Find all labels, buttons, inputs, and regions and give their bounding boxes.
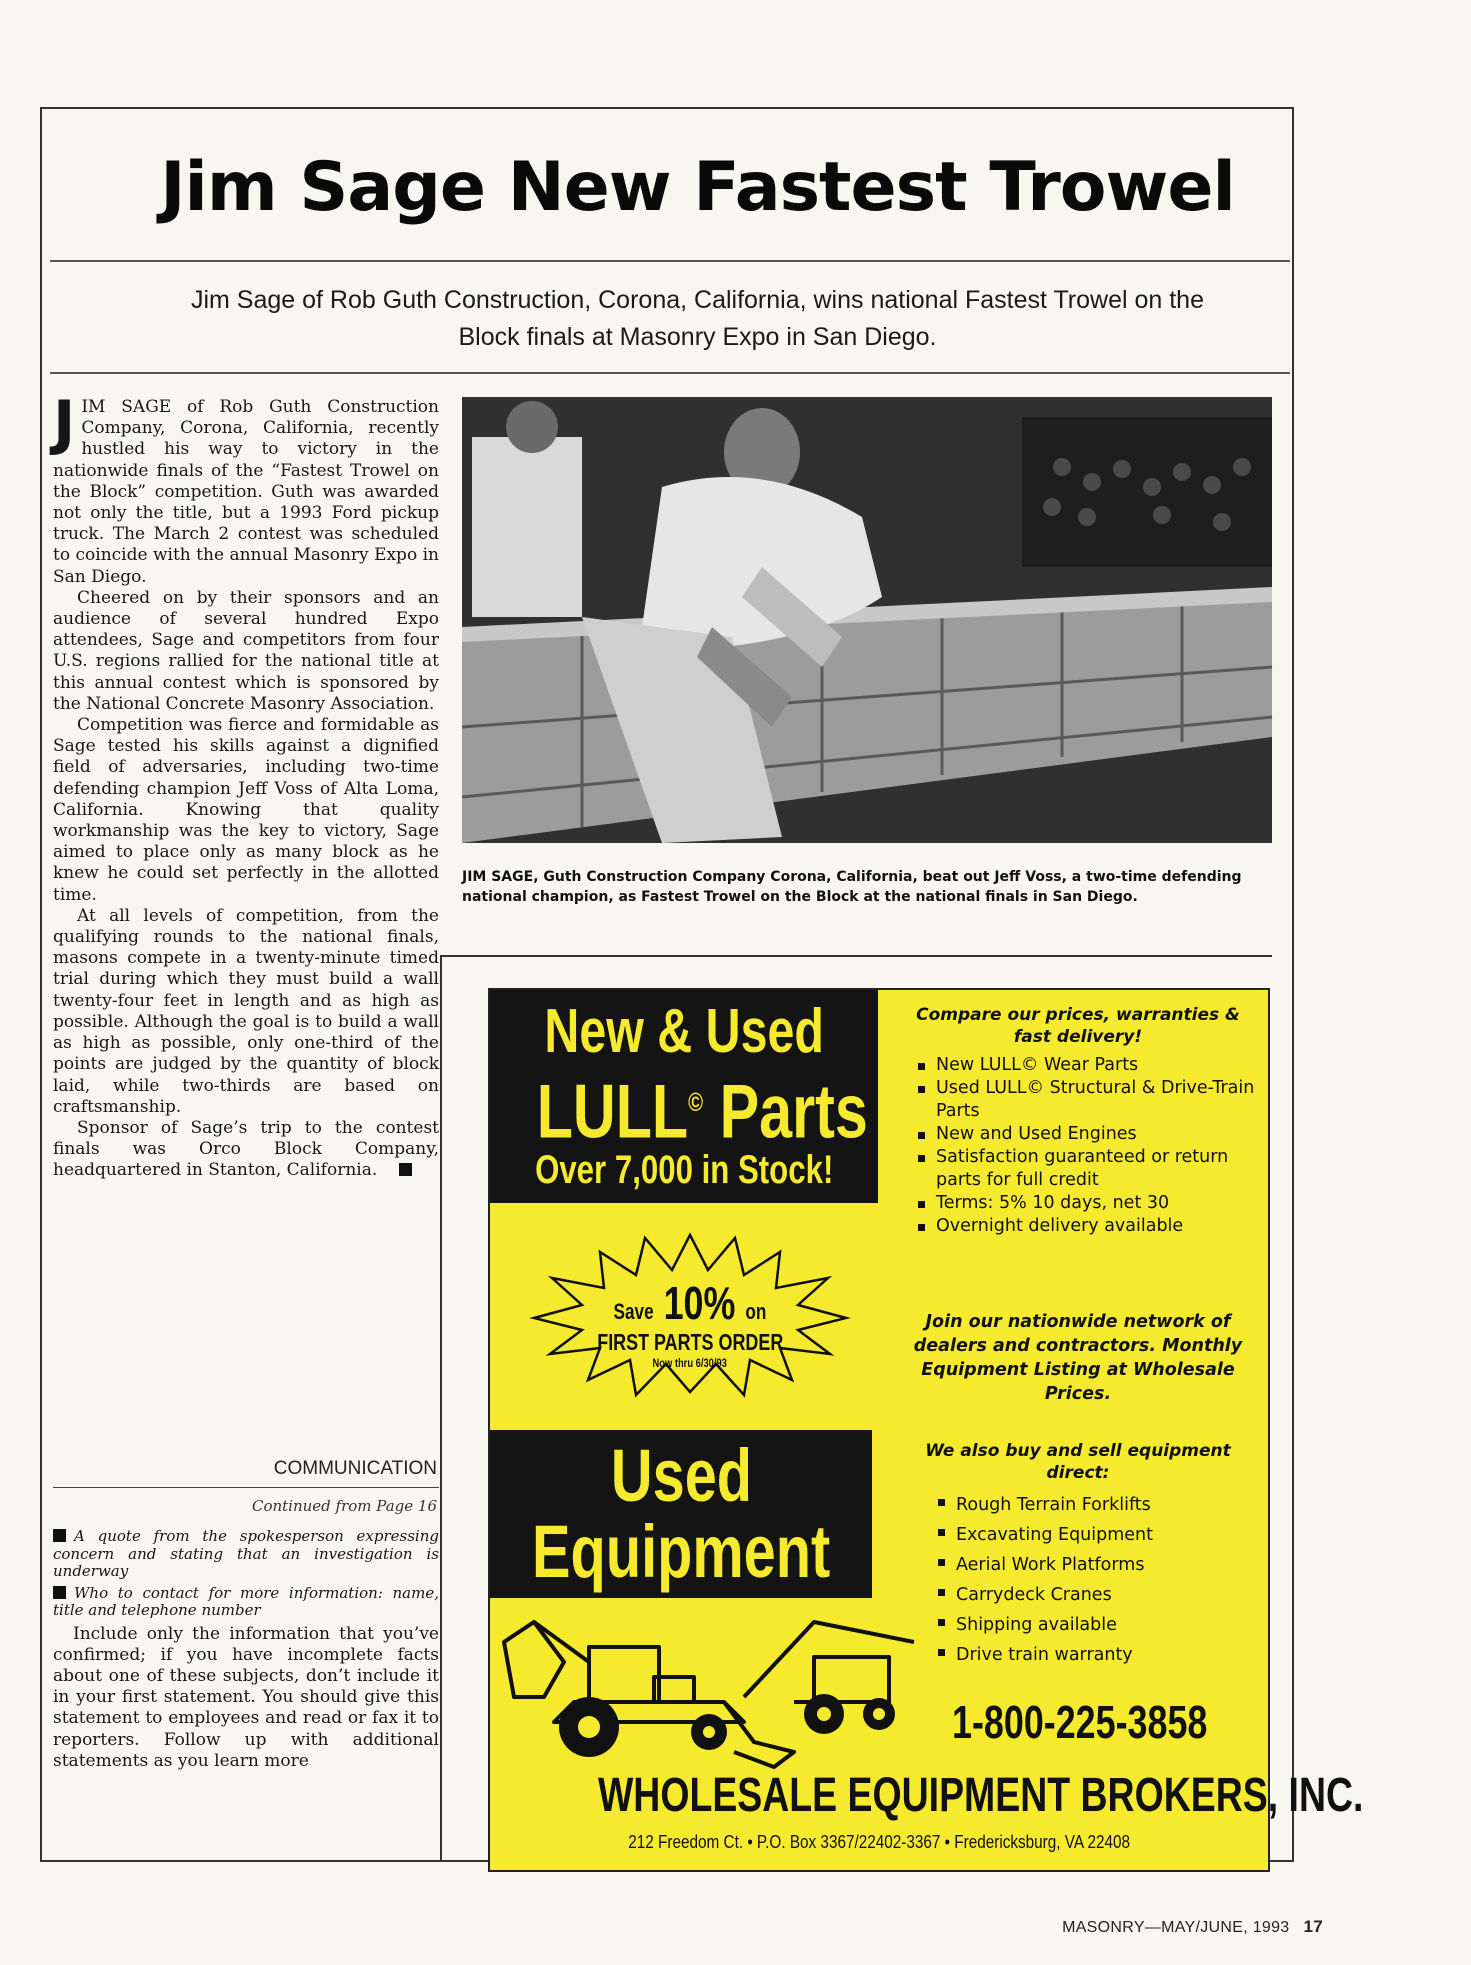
ad-top-rule xyxy=(442,955,1272,957)
join-section xyxy=(898,1310,1258,1406)
feature-item: Terms: 5% 10 days, net 30 xyxy=(918,1192,1258,1215)
body-paragraph: JIM SAGE of Rob Guth Construction Company, Corona, California, recently hustled his way to victory in the nationwide finals of the “Fastest Trowel on the Block” competition. Guth was awarded not only the title, but a 1993 Ford pickup truck. The March 2 contest was scheduled to coincide with the annual Masonry Expo in San Diego. xyxy=(53,388,439,587)
equipment-item: Carrydeck Cranes xyxy=(938,1580,1258,1610)
deck-line-1: Jim Sage of Rob Guth Construction, Corona, California, wins national Fastest Trowel on the xyxy=(190,286,1204,314)
body-paragraph: Competition was fierce and formidable as Sage tested his skills against a dignified field of adversaries, including two-time defending champion Jeff Voss of Alta Loma, California. Knowing that quality workmanship was the key to victory, Sage aimed to place only as many block as he knew he could set perfectly in the allotted time. xyxy=(53,715,439,905)
end-mark-icon xyxy=(399,1163,412,1176)
continued-text xyxy=(53,1528,439,1772)
parts-title-block xyxy=(490,990,878,1203)
bricklayer-photo-illustration xyxy=(462,397,1272,843)
feature-item: Used LULL© Structural & Drive-Train Parts xyxy=(918,1077,1258,1123)
feature-item: Satisfaction guaranteed or return parts for full credit xyxy=(918,1146,1258,1192)
page-number: 17 xyxy=(1303,1917,1323,1936)
save-percent: 10% xyxy=(663,1277,736,1329)
equipment-item: Drive train warranty xyxy=(938,1640,1258,1670)
lull-parts-advertisement xyxy=(488,988,1364,1872)
equipment-item: Aerial Work Platforms xyxy=(938,1550,1258,1580)
equipment-list xyxy=(898,1490,1258,1670)
company-address: 212 Freedom Ct. • P.O. Box 3367/22402-3367 • Fredericksburg, VA 22408 xyxy=(628,1832,1130,1852)
feature-item: New LULL© Wear Parts xyxy=(918,1054,1258,1077)
column-divider xyxy=(440,955,442,1862)
equipment-item: Shipping available xyxy=(938,1610,1258,1640)
save-line3: Now thru 6/30/93 xyxy=(652,1356,728,1370)
join-text: Join our nationwide network of dealers and contractors. Monthly Equipment Listing at Wholesale Prices. xyxy=(913,1312,1243,1404)
ad-title-line2: LULL© Parts xyxy=(536,1069,868,1155)
save-line2: FIRST PARTS ORDER xyxy=(596,1329,784,1355)
article-photo xyxy=(462,397,1272,843)
save-starburst xyxy=(530,1230,850,1400)
article-body xyxy=(53,388,439,1182)
drop-cap: J xyxy=(53,388,76,458)
buy-sell-section xyxy=(898,1440,1258,1670)
section-heading: COMMUNICATION xyxy=(273,1458,437,1479)
used-equipment-block xyxy=(490,1430,872,1598)
headline-rule xyxy=(50,260,1290,262)
article-deck xyxy=(90,282,1305,356)
page-footer xyxy=(1062,1917,1323,1937)
equipment-item: Rough Terrain Forklifts xyxy=(938,1490,1258,1520)
construction-equipment-icon xyxy=(494,1602,904,1772)
save-on: on xyxy=(745,1299,767,1324)
save-word: Save xyxy=(613,1299,654,1324)
ad-title-line3: Over 7,000 in Stock! xyxy=(534,1148,834,1192)
photo-caption: JIM SAGE, Guth Construction Company Corona, California, beat out Jeff Voss, a two-time defending national champion, as Fastest Trowel on the Block at the national finals in San Diego. xyxy=(462,869,1242,905)
bullet-square-icon xyxy=(53,1529,66,1542)
bullet-square-icon xyxy=(53,1586,66,1599)
body-paragraph: At all levels of competition, from the qualifying rounds to the national finals, masons compete in a twenty-minute timed trial during which they must build a wall twenty-four feet in length and as high as possible. Although the goal is to build a wall as high as possible, only one-third of the points are judged by the quantity of block laid, while two-thirds are based on craftsmanship. xyxy=(53,905,439,1117)
buy-sell-heading: We also buy and sell equipment direct: xyxy=(925,1441,1231,1483)
phone-number: 1-800-225-3858 xyxy=(952,1696,1208,1748)
feature-item: Overnight delivery available xyxy=(918,1215,1258,1238)
magazine-issue: MASONRY—MAY/JUNE, 1993 xyxy=(1062,1919,1290,1936)
ad-title-line1: New & Used xyxy=(544,997,824,1066)
parts-feature-list xyxy=(898,1054,1258,1238)
body-paragraph: Cheered on by their sponsors and an audience of several hundred Expo attendees, Sage and competitors from four U.S. regions rallied for the national title at this annual contest which is sponsored by the National Concrete Masonry Association. xyxy=(53,587,439,714)
continued-from: Continued from Page 16 xyxy=(251,1497,437,1515)
feature-item: New and Used Engines xyxy=(918,1123,1258,1146)
bullet-item: Who to contact for more information: name, title and telephone number xyxy=(53,1583,439,1619)
section-rule xyxy=(53,1487,439,1488)
equipment-item: Excavating Equipment xyxy=(938,1520,1258,1550)
used-title-line1: Used xyxy=(610,1434,752,1517)
used-title-line2: Equipment xyxy=(532,1510,831,1593)
bullet-item: A quote from the spokesperson expressing concern and stating that an investigation is underway xyxy=(53,1527,439,1580)
compare-section xyxy=(898,1004,1258,1238)
body-paragraph: Include only the information that you’ve confirmed; if you have incomplete facts about one of these subjects, don’t include it in your first statement. You should give this statement to employees and read or fax it to reporters. Follow up with additional statements as you learn more xyxy=(53,1623,439,1771)
company-name: WHOLESALE EQUIPMENT BROKERS, INC. xyxy=(597,1769,1364,1822)
deck-line-2: Block finals at Masonry Expo in San Diego. xyxy=(458,323,937,351)
deck-rule xyxy=(50,372,1290,374)
compare-heading: Compare our prices, warranties & fast delivery! xyxy=(916,1005,1240,1047)
article-headline: Jim Sage New Fastest Trowel xyxy=(160,148,1235,227)
body-paragraph: Sponsor of Sage’s trip to the contest finals was Orco Block Company, headquartered in Stanton, California. xyxy=(53,1117,439,1181)
